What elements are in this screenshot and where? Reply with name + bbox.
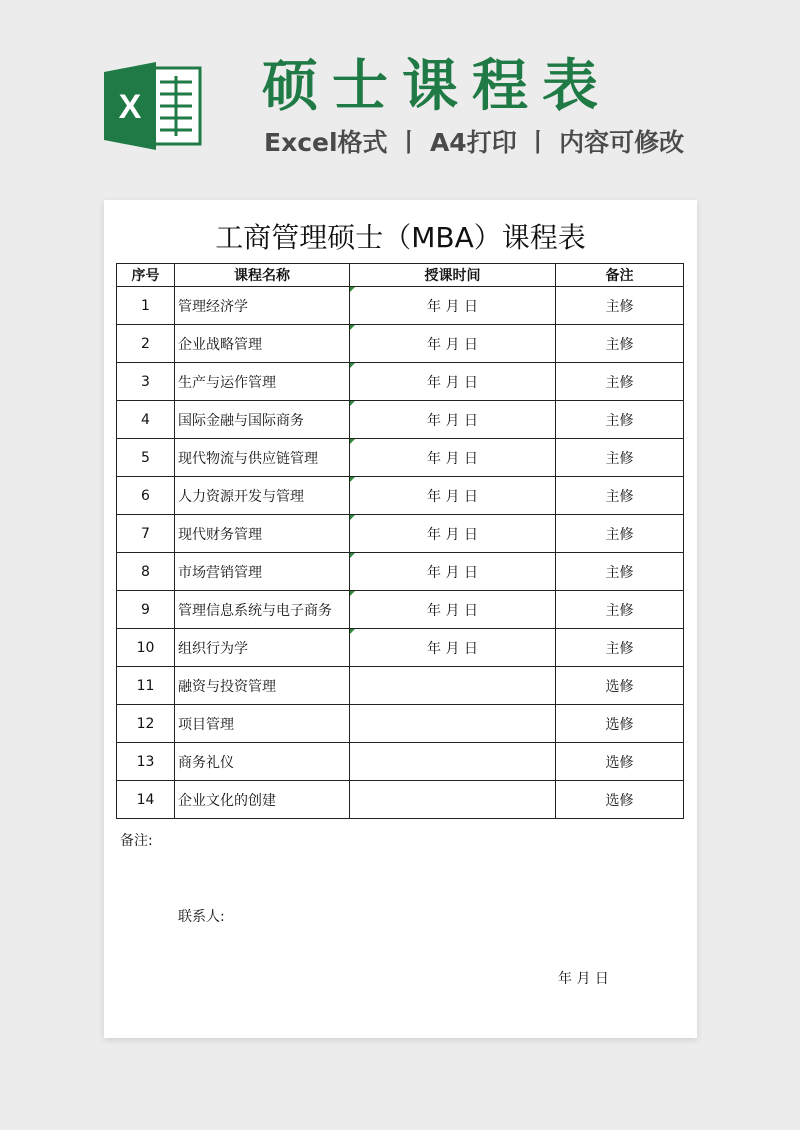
cell-no[interactable] [117,705,175,743]
cell-no[interactable] [117,629,175,667]
cell-time[interactable] [350,325,556,363]
cell-note-text: 主修 [605,336,634,353]
cell-time-text: 年 月 日 [427,450,478,467]
cell-no[interactable] [117,515,175,553]
column-header-no: 序号 [117,264,175,287]
table-row [117,705,684,743]
cell-no-text: 14 [136,791,155,808]
cell-no[interactable] [117,477,175,515]
cell-note[interactable] [556,477,684,515]
cell-course-name[interactable] [175,705,350,743]
cell-no[interactable] [117,591,175,629]
cell-time-text: 年 月 日 [427,412,478,429]
table-row [117,743,684,781]
cell-note-text: 主修 [605,374,634,391]
course-table [116,263,684,819]
cell-time[interactable] [350,477,556,515]
cell-course-name-text: 管理信息系统与电子商务 [178,602,332,619]
column-header-time: 授课时间 [350,264,556,287]
cell-comment-marker-icon [350,439,355,444]
cell-no-text: 13 [136,753,155,770]
cell-course-name[interactable] [175,553,350,591]
cell-no[interactable] [117,667,175,705]
cell-course-name[interactable] [175,401,350,439]
cell-course-name-text: 人力资源开发与管理 [178,488,304,505]
cell-time-text: 年 月 日 [427,374,478,391]
cell-note-text: 主修 [605,450,634,467]
cell-comment-marker-icon [350,553,355,558]
cell-course-name-text: 企业文化的创建 [178,792,276,809]
cell-course-name[interactable] [175,591,350,629]
cell-no-text: 7 [141,525,150,542]
cell-note[interactable] [556,439,684,477]
cell-course-name-text: 现代财务管理 [178,526,262,543]
cell-note-text: 主修 [605,640,634,657]
column-header-name: 课程名称 [175,264,350,287]
cell-no[interactable] [117,439,175,477]
cell-no-text: 6 [141,487,150,504]
cell-comment-marker-icon [350,401,355,406]
cell-note-text: 选修 [605,792,634,809]
cell-note-text: 主修 [605,526,634,543]
remark-label: 备注: [120,833,153,849]
cell-course-name-text: 国际金融与国际商务 [178,412,304,429]
cell-time-text: 年 月 日 [427,488,478,505]
cell-course-name[interactable] [175,515,350,553]
table-row [117,667,684,705]
cell-no-text: 2 [141,335,150,352]
cell-time-text: 年 月 日 [427,526,478,543]
cell-note-text: 选修 [605,754,634,771]
cell-time-text: 年 月 日 [427,602,478,619]
excel-logo-icon [104,58,204,154]
table-row [117,363,684,401]
table-row [117,553,684,591]
cell-time[interactable] [350,439,556,477]
cell-note[interactable] [556,629,684,667]
cell-no[interactable] [117,743,175,781]
table-row [117,477,684,515]
cell-course-name-text: 融资与投资管理 [178,678,276,695]
cell-note[interactable] [556,325,684,363]
cell-note-text: 主修 [605,564,634,581]
cell-note-text: 选修 [605,716,634,733]
promo-subtitle: Excel格式 丨 A4打印 丨 内容可修改 [264,128,685,157]
promo-title: 硕士课程表 [262,54,612,119]
cell-no-text: 3 [141,373,150,390]
cell-time[interactable] [350,667,556,705]
cell-time[interactable] [350,401,556,439]
cell-time[interactable] [350,705,556,743]
cell-note[interactable] [556,515,684,553]
table-row [117,401,684,439]
cell-no[interactable] [117,401,175,439]
cell-time[interactable] [350,515,556,553]
cell-course-name[interactable] [175,325,350,363]
cell-note[interactable] [556,401,684,439]
cell-time[interactable] [350,287,556,325]
cell-comment-marker-icon [350,591,355,596]
table-row [117,629,684,667]
cell-course-name[interactable] [175,743,350,781]
cell-note-text: 主修 [605,488,634,505]
cell-time-text: 年 月 日 [427,298,478,315]
cell-note-text: 主修 [605,298,634,315]
cell-course-name[interactable] [175,477,350,515]
course-table-body [117,287,684,819]
cell-note[interactable] [556,287,684,325]
cell-comment-marker-icon [350,477,355,482]
table-row [117,287,684,325]
cell-comment-marker-icon [350,287,355,292]
cell-note[interactable] [556,705,684,743]
table-row [117,325,684,363]
cell-note[interactable] [556,743,684,781]
cell-course-name-text: 项目管理 [178,716,234,733]
cell-note-text: 选修 [605,678,634,695]
cell-no-text: 4 [141,411,150,428]
cell-no-text: 5 [141,449,150,466]
cell-no-text: 12 [136,715,155,732]
table-row [117,781,684,819]
column-header-note: 备注 [556,264,684,287]
cell-time[interactable] [350,591,556,629]
cell-time-text: 年 月 日 [427,640,478,657]
cell-note[interactable] [556,781,684,819]
logo-letter: X [118,88,142,126]
cell-course-name[interactable] [175,781,350,819]
cell-note[interactable] [556,363,684,401]
document-title: 工商管理硕士（MBA）课程表 [215,221,586,254]
cell-time[interactable] [350,781,556,819]
cell-time[interactable] [350,743,556,781]
cell-no-text: 10 [136,639,155,656]
cell-no-text: 9 [141,601,150,618]
cell-note-text: 主修 [605,412,634,429]
cell-comment-marker-icon [350,515,355,520]
cell-course-name-text: 现代物流与供应链管理 [178,450,318,467]
cell-time-text: 年 月 日 [427,564,478,581]
cell-course-name-text: 组织行为学 [178,640,248,657]
cell-no[interactable] [117,781,175,819]
date-label: 年 月 日 [558,971,609,987]
cell-course-name-text: 管理经济学 [178,298,248,315]
cell-comment-marker-icon [350,325,355,330]
contact-label: 联系人: [178,909,225,925]
table-row [117,515,684,553]
cell-course-name[interactable] [175,667,350,705]
cell-time[interactable] [350,553,556,591]
cell-course-name-text: 市场营销管理 [178,564,262,581]
table-header-row [117,264,684,287]
cell-no-text: 8 [141,563,150,580]
cell-course-name[interactable] [175,439,350,477]
cell-note[interactable] [556,553,684,591]
cell-comment-marker-icon [350,363,355,368]
cell-course-name[interactable] [175,287,350,325]
cell-course-name[interactable] [175,363,350,401]
cell-time-text: 年 月 日 [427,336,478,353]
cell-course-name-text: 商务礼仪 [178,754,234,771]
document-page [104,200,697,1038]
cell-course-name[interactable] [175,629,350,667]
promo-header [0,0,800,190]
cell-no[interactable] [117,287,175,325]
cell-note[interactable] [556,667,684,705]
cell-note[interactable] [556,591,684,629]
cell-comment-marker-icon [350,629,355,634]
cell-no[interactable] [117,325,175,363]
cell-no[interactable] [117,553,175,591]
table-row [117,591,684,629]
cell-note-text: 主修 [605,602,634,619]
cell-time[interactable] [350,629,556,667]
table-row [117,439,684,477]
cell-no-text: 1 [141,297,150,314]
cell-no-text: 11 [136,677,155,694]
cell-course-name-text: 企业战略管理 [178,336,262,353]
cell-time[interactable] [350,363,556,401]
cell-no[interactable] [117,363,175,401]
cell-course-name-text: 生产与运作管理 [178,374,276,391]
